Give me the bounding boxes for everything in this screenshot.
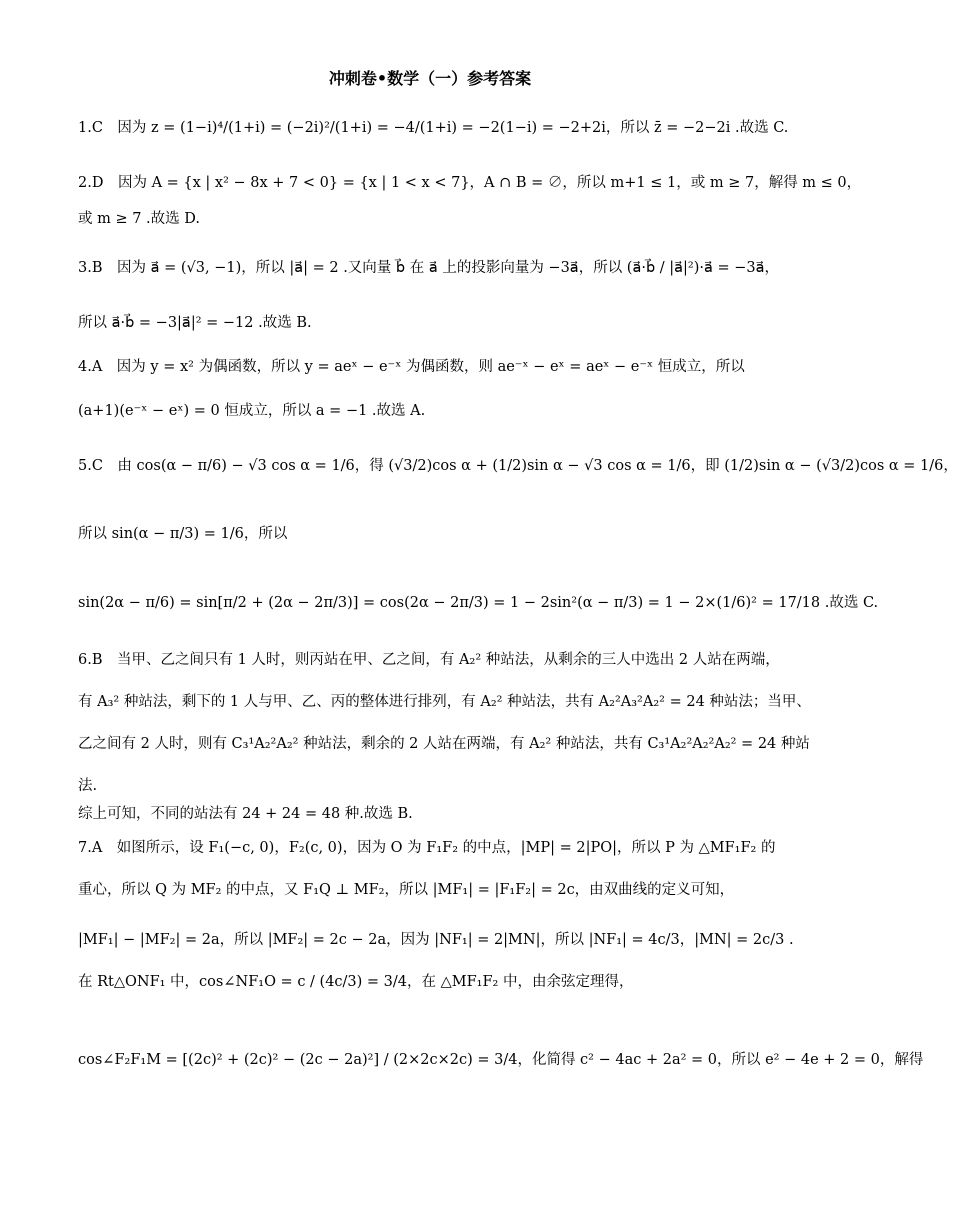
answer-line: 所以 sin(α − π/3) = 1/6，所以 (78, 526, 288, 542)
answer-line: 法. (78, 778, 98, 794)
answer-line: 3.B 因为 a⃗ = (√3, −1)，所以 |a⃗| = 2 .又向量 b⃗ 在 a⃗ 上的投影向量为 −3a⃗，所以 (a⃗·b⃗ / |a⃗|²)·a⃗ = −3a⃗， (78, 260, 780, 276)
answer-line: 6.B 当甲、乙之间只有 1 人时，则丙站在甲、乙之间，有 A₂² 种站法，从剩余的三人中选出 2 人站在两端， (78, 652, 780, 668)
answer-line: 乙之间有 2 人时，则有 C₃¹A₂²A₂² 种站法，剩余的 2 人站在两端，有 A₂² 种站法，共有 C₃¹A₂²A₂²A₂² = 24 种站 (78, 736, 810, 752)
answer-line: 或 m ≥ 7 .故选 D. (78, 211, 200, 227)
answer-line: 有 A₃² 种站法，剩下的 1 人与甲、乙、丙的整体进行排列，有 A₂² 种站法，共有 A₂²A₃²A₂² = 24 种站法；当甲、 (78, 694, 811, 710)
answer-line: 重心，所以 Q 为 MF₂ 的中点，又 F₁Q ⊥ MF₂，所以 |MF₁| = |F₁F₂| = 2c，由双曲线的定义可知， (78, 882, 735, 898)
answer-line: |MF₁| − |MF₂| = 2a，所以 |MF₂| = 2c − 2a，因为 |NF₁| = 2|MN|，所以 |NF₁| = 4c/3，|MN| = 2c/3 . (78, 932, 794, 948)
answer-line: sin(2α − π/6) = sin[π/2 + (2α − 2π/3)] = cos(2α − 2π/3) = 1 − 2sin²(α − π/3) = 1 − 2×(1/6)² = 17/18 .故选 C. (78, 595, 879, 611)
answer-line: 2.D 因为 A = {x | x² − 8x + 7 < 0} = {x | 1 < x < 7}，A ∩ B = ∅，所以 m+1 ≤ 1，或 m ≥ 7，解得 m ≤ 0， (78, 175, 862, 191)
answer-line: 综上可知，不同的站法有 24 + 24 = 48 种.故选 B. (78, 806, 413, 822)
answer-line: 在 Rt△ONF₁ 中，cos∠NF₁O = c / (4c/3) = 3/4，在 △MF₁F₂ 中，由余弦定理得， (78, 974, 634, 990)
answer-line: cos∠F₂F₁M = [(2c)² + (2c)² − (2c − 2a)²] / (2×2c×2c) = 3/4，化简得 c² − 4ac + 2a² = 0，所以 e² − 4e + 2 = 0，解得 (78, 1052, 924, 1068)
answer-line: 所以 a⃗·b⃗ = −3|a⃗|² = −12 .故选 B. (78, 315, 312, 331)
answer-line: 1.C 因为 z = (1−i)⁴/(1+i) = (−2i)²/(1+i) = −4/(1+i) = −2(1−i) = −2+2i，所以 z̄ = −2−2i .故选 C. (78, 120, 789, 136)
page-title: 冲刺卷•数学（一）参考答案 (328, 69, 532, 88)
answer-line: 4.A 因为 y = x² 为偶函数，所以 y = aeˣ − e⁻ˣ 为偶函数，则 ae⁻ˣ − eˣ = aeˣ − e⁻ˣ 恒成立，所以 (78, 359, 745, 375)
answer-line: 7.A 如图所示，设 F₁(−c, 0)，F₂(c, 0)，因为 O 为 F₁F₂ 的中点，|MP| = 2|PO|，所以 P 为 △MF₁F₂ 的 (78, 840, 776, 856)
answer-line: 5.C 由 cos(α − π/6) − √3 cos α = 1/6，得 (√3/2)cos α + (1/2)sin α − √3 cos α = 1/6，即 (1/2)sin α − (√3/2)cos α = 1/6， (78, 458, 958, 474)
answer-line: (a+1)(e⁻ˣ − eˣ) = 0 恒成立，所以 a = −1 .故选 A. (78, 403, 426, 419)
